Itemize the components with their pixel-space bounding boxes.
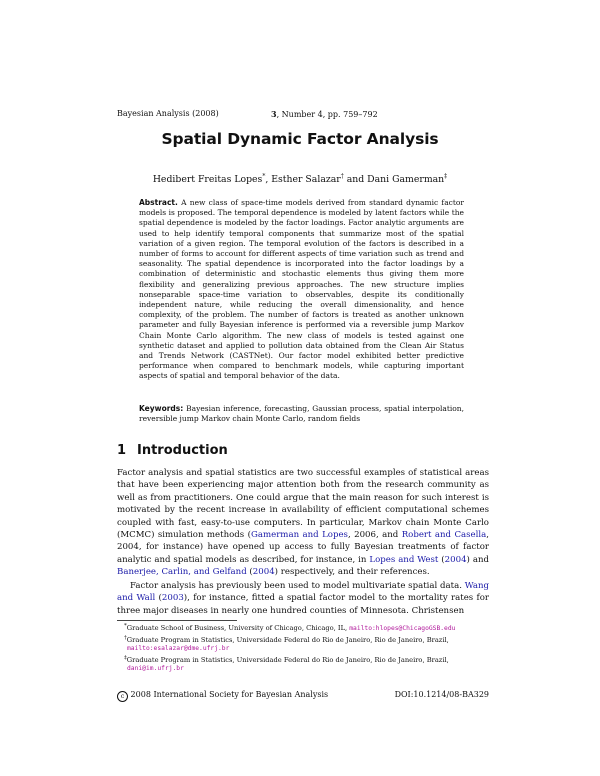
doi: DOI:10.1214/08-BA329 [394,690,489,699]
paragraph-text: , 2006, and [347,530,402,541]
paragraph-text: ( [155,593,162,604]
section-number: 1 [117,443,127,458]
author-name: Hedibert Freitas Lopes [152,174,263,186]
volume-pages: , Number 4, pp. 759–792 [276,110,378,119]
citation-link[interactable]: Wang and Wall [117,581,489,604]
paragraph-text: , 2004, for instance) have opened up access to fully Bayesian treatments of factor analytic and spatial models as described, for instance, in [117,530,490,565]
paragraph-text: Factor analysis and spatial statistics are two successful examples of statistical areas that have been experiencing major attention both from the research community as well as from practitioners. One could argue that the main reason for such interest is motivated by the recent increase in availability of efficient computational schemes coupled with fast, easy-to-use computers. In particular, Markov chain Monte Carlo (MCMC) simulation methods ( [117,468,489,541]
paragraph-text: ) respectively, and their references. [274,567,430,578]
author-mark: * [262,173,266,180]
email-link[interactable]: mailto:hlopes@ChicagoGSB.edu [349,625,456,633]
citation-link[interactable]: Banerjee, Carlin, and Gelfand [117,567,247,578]
paragraph-text: ), for instance, fitted a spatial factor model to the mortality rates for three major diseases in nearly one hundred counties of Minnesota. Christensen [117,593,489,616]
footnote-mark: ‡ [124,654,127,661]
citation-link[interactable]: Robert and Casella [401,530,487,541]
copyright-icon: c [117,691,128,702]
footnote-text: Graduate Program in Statistics, Universidade Federal do Rio de Janeiro, Rio de Janeiro, Brazil, [126,655,449,664]
keywords-label: Keywords: [139,404,184,413]
copyright-text: 2008 International Society for Bayesian Analysis [130,690,329,699]
citation-link[interactable]: 2004 [444,554,467,565]
volume-info [271,109,378,119]
paragraph-text: ( [438,554,445,565]
author-mark: ‡ [444,173,448,180]
keywords-text: Bayesian inference, forecasting, Gaussian process, spatial interpolation, reversible jump Markov chain Monte Carlo, random fields [139,404,464,424]
footnote-text: Graduate School of Business, University of Chicago, Chicago, IL, [126,624,350,633]
footnote [117,634,489,654]
citation-link[interactable]: Lopes and West [369,554,439,565]
email-link[interactable]: dani@im.ufrj.br [127,665,184,673]
copyright-notice [117,690,328,702]
citation-link[interactable]: Gamerman and Lopes [250,530,348,541]
paragraph-text: ) and [466,554,489,565]
volume-number: 3 [271,109,277,119]
footnotes [117,622,489,674]
paper-title: Spatial Dynamic Factor Analysis [161,130,439,148]
journal-name: Bayesian Analysis (2008) [117,109,219,118]
paragraph-text: ( [246,567,253,578]
author-conjunction: and [346,174,365,186]
footnote-text: Graduate Program in Statistics, Universidade Federal do Rio de Janeiro, Rio de Janeiro, Brazil, [126,635,449,644]
keywords [139,404,464,424]
citation-link[interactable]: 2003 [161,593,184,604]
section-heading [117,443,228,458]
footnote [117,654,489,674]
author-list: Hedibert Freitas Lopes*, Esther Salazar† and Dani Gamerman‡ [152,173,448,186]
citation-link[interactable]: 2004 [252,567,275,578]
author-name: Esther Salazar [271,174,341,186]
abstract-text: A new class of space-time models derived from standard dynamic factor models is proposed. The temporal dependence is modeled by latent factors while the spatial dependence is modeled by the factor loadings. Factor analytic arguments are used to help identify temporal components that summarize most of the spatial variation of a given region. The temporal evolution of the factors is described in a number of forms to account for different aspects of time variation such as trend and seasonality. The spatial dependence is incorporated into the factor loadings by a combination of deterministic and stochastic elements thus giving them more flexibility and generalizing previous approaches. The new structure implies nonseparable space-time variation to observables, despite its conditionally independent nature, while reducing the overall dimensionality, and hence complexity, of the problem. The number of factors is treated as another unknown parameter and fully Bayesian inference is performed via a reversible jump Markov Chain Monte Carlo algorithm. The new class of models is tested against one synthetic dataset and applied to pollution data obtained from the Clean Air Status and Trends Network (CASTNet). Our factor model exhibited better predictive performance when compared to benchmark models, while capturing important aspects of spatial and temporal behavior of the data. [139,198,464,381]
footnote [117,622,489,634]
paragraph [117,467,489,579]
author-mark: † [340,173,344,180]
paragraph [117,580,489,617]
email-link[interactable]: mailto:esalazar@dme.ufrj.br [127,645,230,653]
abstract [139,198,464,382]
abstract-label: Abstract. [139,198,178,207]
section-title: Introduction [137,443,228,458]
footnote-mark: † [124,634,127,641]
footnote-rule [117,620,237,621]
paragraph-text: Factor analysis has previously been used to model multivariate spatial data. [130,581,465,591]
author-name: Dani Gamerman [367,174,445,186]
footnote-mark: * [124,623,127,629]
